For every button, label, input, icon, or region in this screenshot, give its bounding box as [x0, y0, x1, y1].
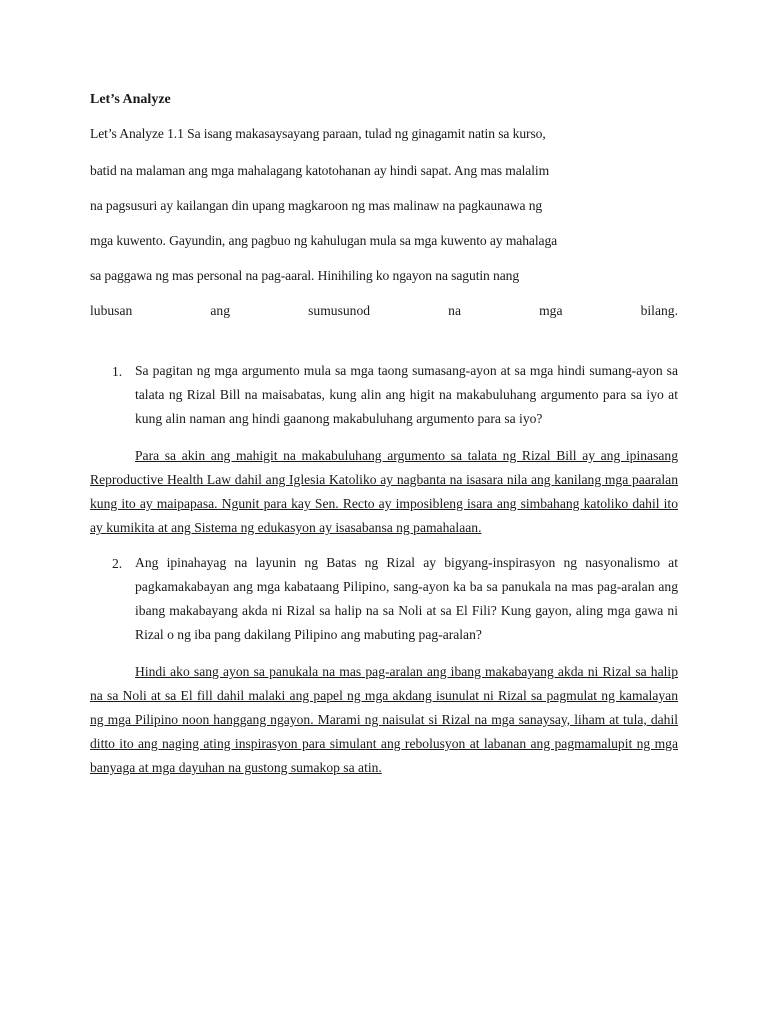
intro-word: na [448, 303, 461, 318]
intro-word: bilang. [640, 303, 678, 318]
question-number: 2. [112, 556, 123, 571]
question-text: Sa pagitan ng mga argumento mula sa mga taong sumasang-ayon at sa mga hindi sumang-ayon sa talata ng Rizal Bill na maisabatas, kung alin ang higit na makabuluhang argumento para sa iyo at kung alin naman ang hindi gaanong makabuluhang argumento para sa iyo? [135, 363, 678, 426]
answer-text: Para sa akin ang mahigit na makabuluhang argumento sa talata ng Rizal Bill ay ang ipinasang Reproductive Health Law dahil ang Iglesia Katoliko ay nagbanta na isasara nila ang kanilang mga paaralan kung ito ay maipapasa. Ngunit para kay Sen. Recto ay imposibleng isara ang simbahang katoliko dahil ito ay kumikita at ang Sistema ng edukasyon ay isasabansa ng pamahalaan. [90, 448, 678, 535]
intro-word: mga [539, 303, 563, 318]
intro-word: lubusan [90, 303, 133, 318]
intro-word: sumusunod [308, 303, 371, 318]
answer-text: Hindi ako sang ayon sa panukala na mas pag-aralan ang ibang makabayang akda ni Rizal sa halip na sa Noli at sa El fill dahil malaki ang papel ng mga akdang isunulat ni Rizal sa pagmulat ng kamalayan ng mga Pilipino noon hanggang ngayon. Marami ng naisulat si Rizal na mga sanaysay, liham at tula, dahil ditto ito ang naging ating inspirasyon para simulant ang rebolusyon at labanan ang pagmamalupit ng mga banyaga at mga dayuhan na gustong sumakop sa atin. [90, 664, 678, 775]
question-text: Ang ipinahayag na layunin ng Batas ng Rizal ay bigyang-inspirasyon ng nasyonalismo at pagkamakabayan ang mga kabataang Pilipino, sang-ayon ka ba sa panukala na mas pag-aralan ang ibang makabayang akda ni Rizal sa halip na sa Noli at sa El Fili? Kung gayon, aling mga gawa ni Rizal o ng iba pang dakilang Pilipino ang mabuting pag-aralan? [135, 555, 678, 642]
intro-line: na pagsusuri ay kailangan din upang magkaroon ng mas malinaw na pagkaunawa ng [90, 198, 543, 213]
intro-line: Let’s Analyze 1.1 Sa isang makasaysayang paraan, tulad ng ginagamit natin sa kurso, [90, 126, 546, 141]
intro-word: ang [210, 303, 231, 318]
intro-line: batid na malaman ang mga mahalagang katotohanan ay hindi sapat. Ang mas malalim [90, 163, 550, 178]
intro-line: mga kuwento. Gayundin, ang pagbuo ng kahulugan mula sa mga kuwento ay mahalaga [90, 233, 558, 248]
intro-last-line [90, 303, 678, 319]
question-number: 1. [112, 364, 123, 379]
page-heading: Let’s Analyze [90, 92, 171, 107]
intro-line: sa paggawa ng mas personal na pag-aaral. Hinihiling ko ngayon na sagutin nang [90, 268, 520, 283]
